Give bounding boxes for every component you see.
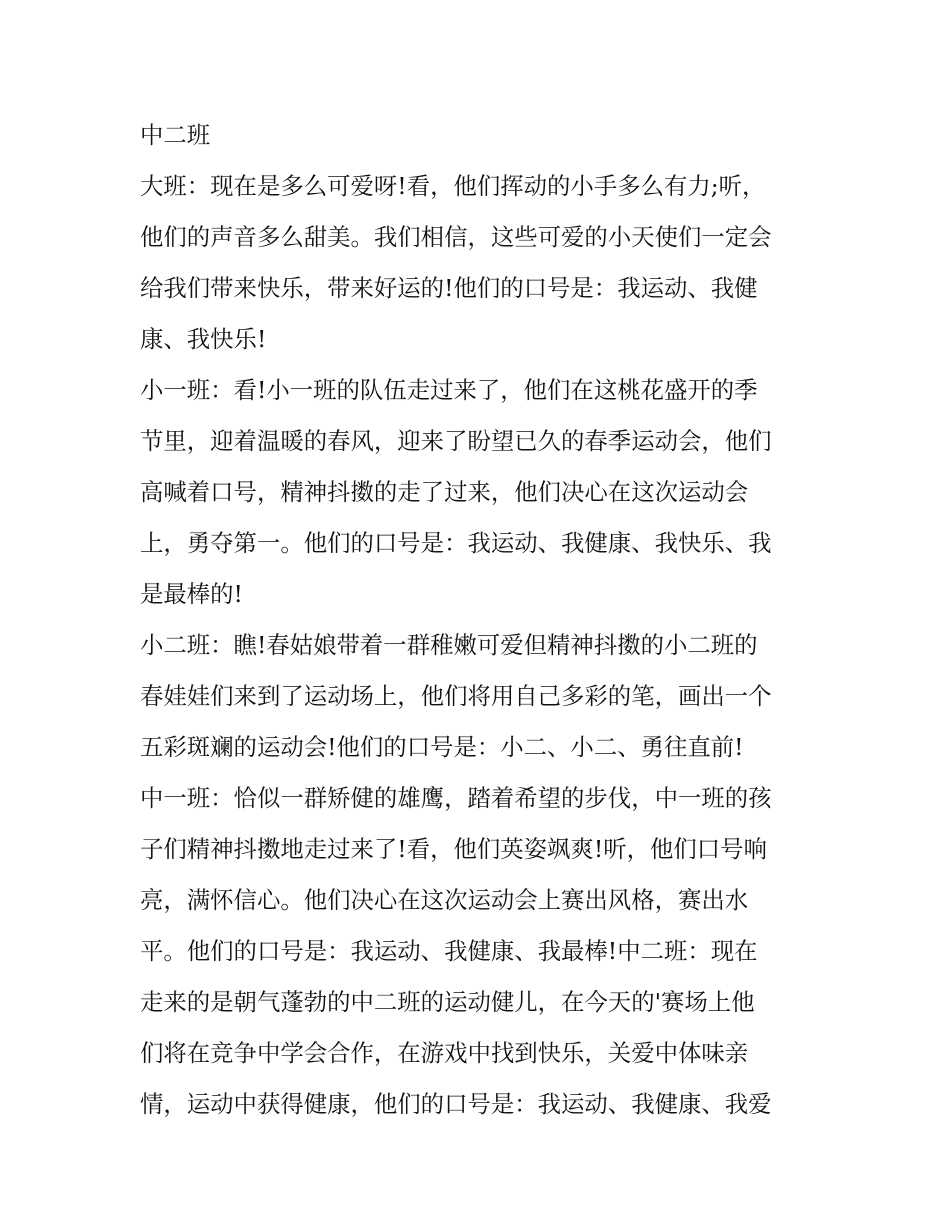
text-line: 大班：现在是多么可爱呀!看，他们挥动的小手多么有力;听，: [140, 172, 766, 200]
text-line: 给我们带来快乐，带来好运的!他们的口号是：我运动、我健: [140, 274, 758, 302]
text-line: 康、我快乐!: [140, 325, 267, 353]
text-line: 子们精神抖擞地走过来了!看，他们英姿飒爽!听，他们口号响: [140, 835, 767, 863]
text-line: 们将在竞争中学会合作，在游戏中找到快乐，关爱中体味亲: [140, 1039, 749, 1067]
text-line: 是最棒的!: [140, 580, 243, 608]
text-line: 上，勇夺第一。他们的口号是：我运动、我健康、我快乐、我: [140, 529, 772, 557]
text-line: 小一班：看!小一班的队伍走过来了，他们在这桃花盛开的季: [140, 376, 758, 404]
text-line: 亮，满怀信心。他们决心在这次运动会上赛出风格，赛出水: [140, 886, 749, 914]
body-text: [140, 110, 820, 1130]
text-line: 平。他们的口号是：我运动、我健康、我最棒!中二班：现在: [140, 937, 758, 965]
text-line: 走来的是朝气蓬勃的中二班的运动健儿，在今天的'赛场上他: [140, 988, 755, 1016]
text-line: 春娃娃们来到了运动场上，他们将用自己多彩的笔，画出一个: [140, 682, 772, 710]
text-line: 中一班：恰似一群矫健的雄鹰，踏着希望的步伐，中一班的孩: [140, 784, 772, 812]
text-line: 高喊着口号，精神抖擞的走了过来，他们决心在这次运动会: [140, 478, 749, 506]
text-line: 五彩斑斓的运动会!他们的口号是：小二、小二、勇往直前!: [140, 733, 744, 761]
text-line: 情，运动中获得健康，他们的口号是：我运动、我健康、我爱: [140, 1090, 772, 1118]
text-line: 他们的声音多么甜美。我们相信，这些可爱的小天使们一定会: [140, 223, 772, 251]
text-line: 节里，迎着温暖的春风，迎来了盼望已久的春季运动会，他们: [140, 427, 772, 455]
heading-line: 中二班: [140, 121, 211, 149]
text-line: 小二班：瞧!春姑娘带着一群稚嫩可爱但精神抖擞的小二班的: [140, 631, 758, 659]
